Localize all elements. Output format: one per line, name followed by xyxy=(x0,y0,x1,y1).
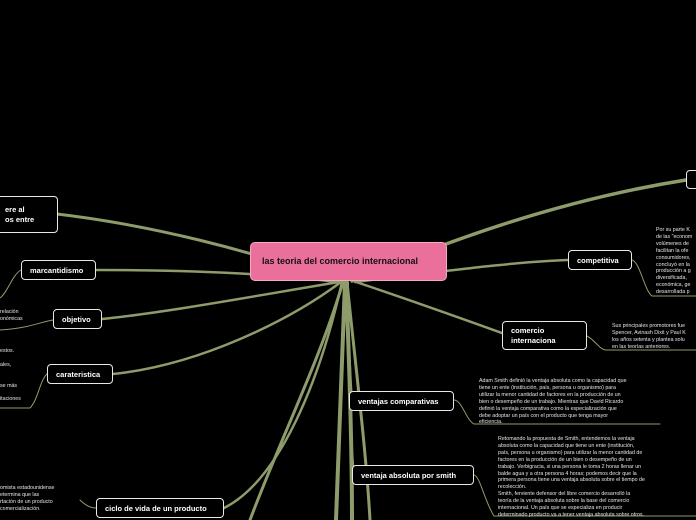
node-ciclo-vida-producto[interactable]: ciclo de vida de un producto xyxy=(96,498,224,518)
central-topic[interactable] xyxy=(250,242,447,281)
note-ventajas-comparativas: Adam Smith definió la ventaja absoluta como la capacidad que tiene un ente (institución, país, persona u organismo) para utilizar la menor cantidad de factores en la producción de un bien o desempeño de un trabajo. Mientras que David Ricardo definió la ventaja comparativa como la especialización que debe adoptar un país con el producto que tenga mayor eficiencia. xyxy=(479,378,627,426)
note-ventaja-absoluta: Retomando la propuesta de Smith, entendemos la ventaja absoluta como la capacidad que tiene un ente (institución, país, persona u organismo) para utilizar la menor cantidad de factores en la producción de un bien o desempeño de un trabajo. Verbigracia, si una persona le toma 2 horas llenar un balde agua y a otra persona 4 horas; podemos decir que la primera persona tiene una ventaja absoluta sobre el tiempo de recolección. Smith, ferviente defensor del libre comercio desarrolló la teoría de la ventaja absoluta sobre la base del comercio internacional. Un país que se especializa en producir determinado producto va a tener ventaja absoluta sobre otros. xyxy=(498,436,645,518)
branch-objetivo xyxy=(102,282,339,319)
node-caracteristica[interactable]: carateristica xyxy=(47,364,113,384)
node-competitiva[interactable]: competitiva xyxy=(568,250,632,270)
branch-ciclo xyxy=(224,282,342,508)
note-comercio-right: Sus principales promotores fue Spencer, Avinash Dixit y Paul K los años setenta y plantea solu en las teorías anteriores. xyxy=(612,323,686,350)
note-objetivo-left: relación onómicas xyxy=(0,309,23,322)
node-top-right[interactable] xyxy=(686,170,696,189)
node-mercantilismo[interactable]: marcantidismo xyxy=(21,260,96,280)
note-ciclo-left: omista estadounidense etermina que las rtación de un producto comercialización. xyxy=(0,485,55,512)
branch-bottom-left xyxy=(250,282,343,520)
node-top-left[interactable]: ere al os entre xyxy=(0,196,58,233)
note-caracteristica-left: estos. ales, se más itaciones xyxy=(0,348,21,403)
node-ventaja-absoluta-smith[interactable]: ventaja absoluta por smith xyxy=(352,465,474,485)
branch-caracteristica xyxy=(113,282,341,374)
branch-comercio xyxy=(356,282,502,333)
central-topic-title: las teoria del comercio internacional xyxy=(262,256,419,266)
note-competitiva-right: Por su parte K de las "econom volúmenes de facilitan la ofe consumidores, concluyó en la producción a g diversificada, económica, ge desarrollada p xyxy=(656,227,693,296)
node-objetivo[interactable]: objetivo xyxy=(53,309,102,329)
branch-trunk-1 xyxy=(336,282,345,520)
node-ventajas-comparativas[interactable]: ventajas comparativas xyxy=(349,391,454,411)
node-comercio-internacional[interactable]: comercio internaciona xyxy=(502,321,587,350)
